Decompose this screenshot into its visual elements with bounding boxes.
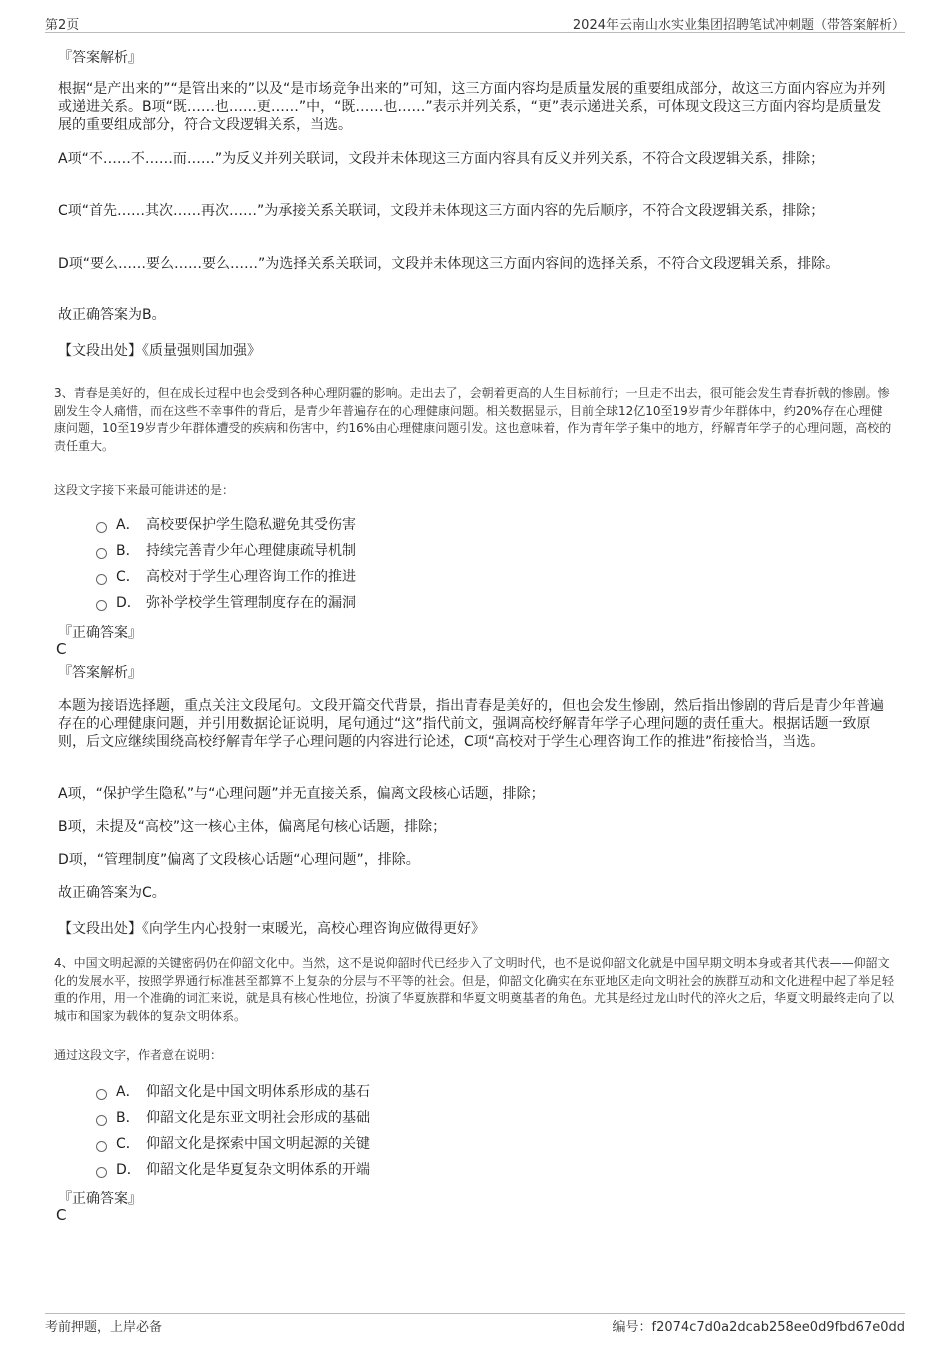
q3-analysis-para: D项，“管理制度”偏离了文段核心话题“心理问题”，排除。 bbox=[58, 852, 420, 868]
radio-icon[interactable] bbox=[96, 1115, 107, 1126]
q3-options bbox=[96, 511, 356, 615]
q4-options bbox=[96, 1078, 370, 1182]
q3-source: 【文段出处】《向学生内心投射一束暖光，高校心理咨询应做得更好》 bbox=[58, 921, 485, 937]
q3-conclusion: 故正确答案为C。 bbox=[58, 885, 166, 901]
page-footer bbox=[45, 1313, 905, 1336]
radio-icon[interactable] bbox=[96, 548, 107, 559]
q3-correct-answer: C bbox=[56, 640, 67, 658]
q3-option-c[interactable]: C． 高校对于学生心理咨询工作的推进 bbox=[96, 563, 356, 589]
page-header bbox=[45, 12, 905, 33]
q4-option-a[interactable]: A． 仰韶文化是中国文明体系形成的基石 bbox=[96, 1078, 370, 1104]
q2-analysis-label: 『答案解析』 bbox=[58, 50, 142, 66]
document-title: 2024年云南山水实业集团招聘笔试冲刺题（带答案解析） bbox=[572, 18, 905, 33]
radio-icon[interactable] bbox=[96, 1167, 107, 1178]
radio-icon[interactable] bbox=[96, 1141, 107, 1152]
q2-analysis-para: A项“不……不……而……”为反义并列关联词，文段并未体现这三方面内容具有反义并列关系，不符合文段逻辑关系，排除； bbox=[58, 151, 825, 167]
radio-icon[interactable] bbox=[96, 1089, 107, 1100]
q2-analysis-para: 根据“是产出来的”“是管出来的”以及“是市场竞争出来的”可知，这三方面内容均是质量发展的重要组成部分，故这三方面内容应为并列或递进关系。B项“既……也……更……”中，“既……也……”表示并列关系，“更”表示递进关系，可体现文段这三方面内容均是质量发展的重要组成部分，符合文段逻辑关系，当选。 bbox=[58, 81, 886, 133]
q3-analysis-para: 本题为接语选择题，重点关注文段尾句。文段开篇交代背景，指出青春是美好的，但也会发生惨剧，然后指出惨剧的背后是青少年普遍存在的心理健康问题，并引用数据论证说明，尾句通过“这”指代前文，强调高校纾解青年学子心理问题的责任重大。根据话题一致原则，后文应继续围绕高校纾解青年学子心理问题的内容进行论述，C项“高校对于学生心理咨询工作的推进”衔接恰当，当选。 bbox=[58, 698, 884, 750]
radio-icon[interactable] bbox=[96, 600, 107, 611]
q2-analysis-para: D项“要么……要么……要么……”为选择关系关联词，文段并未体现这三方面内容间的选择关系，不符合文段逻辑关系，排除。 bbox=[58, 256, 840, 272]
q2-analysis-para: C项“首先……其次……再次……”为承接关系关联词，文段并未体现这三方面内容的先后顺序，不符合文段逻辑关系，排除； bbox=[58, 203, 825, 219]
q3-option-d[interactable]: D． 弥补学校学生管理制度存在的漏洞 bbox=[96, 589, 356, 615]
q4-correct-label: 『正确答案』 bbox=[58, 1191, 142, 1207]
q3-question: 这段文字接下来最可能讲述的是： bbox=[54, 483, 235, 497]
radio-icon[interactable] bbox=[96, 574, 107, 585]
q4-option-d[interactable]: D． 仰韶文化是华夏复杂文明体系的开端 bbox=[96, 1156, 370, 1182]
radio-icon[interactable] bbox=[96, 522, 107, 533]
q2-source: 【文段出处】《质量强则国加强》 bbox=[58, 343, 261, 359]
q3-analysis-label: 『答案解析』 bbox=[58, 665, 142, 681]
footer-slogan: 考前押题，上岸必备 bbox=[45, 1320, 163, 1335]
q3-option-a[interactable]: A． 高校要保护学生隐私避免其受伤害 bbox=[96, 511, 356, 537]
q4-option-c[interactable]: C． 仰韶文化是探索中国文明起源的关键 bbox=[96, 1130, 370, 1156]
q3-analysis-para: A项，“保护学生隐私”与“心理问题”并无直接关系，偏离文段核心话题，排除； bbox=[58, 786, 545, 802]
q2-conclusion: 故正确答案为B。 bbox=[58, 307, 166, 323]
document-code: 编号：f2074c7d0a2dcab258ee0d9fbd67e0dd bbox=[612, 1320, 905, 1335]
q3-option-b[interactable]: B． 持续完善青少年心理健康疏导机制 bbox=[96, 537, 356, 563]
q3-stem: 3、青春是美好的，但在成长过程中也会受到各种心理阴霾的影响。走出去了，会朝着更高的人生目标前行；一旦走不出去，很可能会发生青春折戟的惨剧。惨剧发生令人痛惜，而在这些不幸事件的背后，是青少年普遍存在的心理健康问题。相关数据显示，目前全球12亿10至19岁青少年群体中，约20%存在心理健康问题，10至19岁青少年群体遭受的疾病和伤害中，约16%由心理健康问题引发。这也意味着，作为青年学子集中的地方，纾解青年学子的心理问题，高校的责任重大。 bbox=[54, 386, 892, 453]
page-number: 第2页 bbox=[45, 18, 80, 33]
q4-option-b[interactable]: B． 仰韶文化是东亚文明社会形成的基础 bbox=[96, 1104, 370, 1130]
q4-correct-answer: C bbox=[56, 1206, 67, 1224]
q3-analysis-para: B项，未提及“高校”这一核心主体，偏离尾句核心话题，排除； bbox=[58, 819, 447, 835]
q3-correct-label: 『正确答案』 bbox=[58, 625, 142, 641]
q4-stem: 4、中国文明起源的关键密码仍在仰韶文化中。当然，这不是说仰韶时代已经步入了文明时代，也不是说仰韶文化就是中国早期文明本身或者其代表——仰韶文化的发展水平，按照学界通行标准甚至都算不上复杂的分层与不平等的社会。但是，仰韶文化确实在东亚地区走向文明社会的族群互动和文化进程中起了举足轻重的作用，用一个准确的词汇来说，就是具有核心性地位，扮演了华夏族群和华夏文明奠基者的角色。尤其是经过龙山时代的淬火之后，华夏文明最终走向了以城市和国家为载体的复杂文明体系。 bbox=[54, 956, 895, 1023]
q4-question: 通过这段文字，作者意在说明： bbox=[54, 1048, 223, 1062]
